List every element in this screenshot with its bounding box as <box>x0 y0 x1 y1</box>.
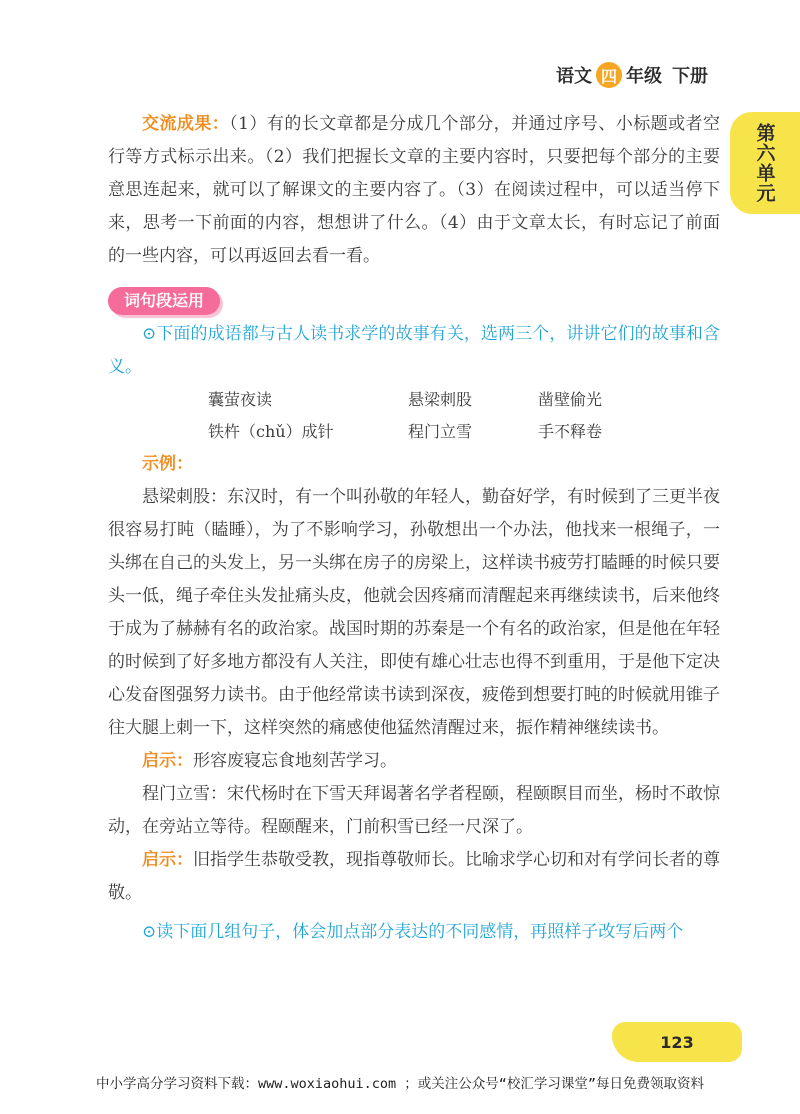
insight1-paragraph <box>108 745 720 778</box>
exchange-text: （1）有的长文章都是分成几个部分，并通过序号、小标题或者空行等方式标示出来。（2）我们把握长文章的主要内容时，只要把每个部分的主要意思连起来，就可以了解课文的主要内容了。（3）在阅读过程中，可以适当停下来，思考一下前面的内容，想想讲了什么。（4）由于文章太长，有时忘记了前面的一些内容，可以再返回去看一看。 <box>108 114 720 266</box>
idiom-item: 悬梁刺股 <box>408 390 473 409</box>
insight2-paragraph <box>108 844 720 910</box>
page-number: 123 <box>612 1022 742 1062</box>
idiom-grid <box>208 384 720 448</box>
section-title: 词句段运用 <box>108 287 220 315</box>
unit-tab-label: 第六单元 <box>753 123 776 203</box>
task2-instruction: ⊙读下面几组句子，体会加点部分表达的不同感情，再照样子改写后两个 <box>142 922 684 942</box>
volume-label: 下册 <box>672 66 708 87</box>
footer-note: 中小学高分学习资料下载：www.woxiaohui.com ；或关注公众号“校汇学习课堂”每日免费领取资料 <box>95 1076 705 1092</box>
page-content <box>108 108 720 949</box>
insight1-text: 形容废寝忘食地刻苦学习。 <box>193 751 397 771</box>
grade-badge: 四 <box>596 62 622 88</box>
insight2-label: 启示： <box>142 850 193 870</box>
task1-instruction: ⊙下面的成语都与古人读书求学的故事有关，选两三个，讲讲它们的故事和含义。 <box>108 324 720 377</box>
idiom-item: 凿壁偷光 <box>538 390 603 409</box>
example2-paragraph: 程门立雪：宋代杨时在下雪天拜谒著名学者程颐，程颐瞑目而坐，杨时不敢惊动，在旁站立等待。程颐醒来，门前积雪已经一尺深了。 <box>108 784 720 837</box>
idiom-item: 铁杵（chǔ）成针 <box>208 422 334 441</box>
grade-label: 年级 <box>626 66 662 87</box>
insight2-text: 旧指学生恭敬受教，现指尊敬师长。比喻求学心切和对有学问长者的尊敬。 <box>108 850 720 903</box>
idiom-item: 程门立雪 <box>408 422 473 441</box>
exchange-paragraph <box>108 108 720 273</box>
example-label: 示例： <box>142 454 193 474</box>
subject-label: 语文 <box>556 66 592 87</box>
idiom-item: 囊萤夜读 <box>208 390 273 409</box>
idiom-item: 手不释卷 <box>538 422 603 441</box>
insight1-label: 启示： <box>142 751 193 771</box>
exchange-label: 交流成果： <box>142 114 230 134</box>
example1-paragraph: 悬梁刺股：东汉时，有一个叫孙敬的年轻人，勤奋好学，有时候到了三更半夜很容易打盹（瞌睡），为了不影响学习，孙敬想出一个办法，他找来一根绳子，一头绑在自己的头发上，另一头绑在房子的房梁上，这样读书疲劳打瞌睡的时候只要头一低，绳子牵住头发扯痛头皮，他就会因疼痛而清醒起来再继续读书，后来他终于成为了赫赫有名的政治家。战国时期的苏秦是一个有名的政治家，但是他在年轻的时候到了好多地方都没有人关注，即使有雄心壮志也得不到重用，于是他下定决心发奋图强努力读书。由于他经常读书读到深夜，疲倦到想要打盹的时候就用锥子往大腿上刺一下，这样突然的痛感使他猛然清醒过来，振作精神继续读书。 <box>108 487 720 738</box>
unit-tab <box>730 112 800 214</box>
page-header <box>556 62 708 88</box>
example-label-line <box>108 448 720 481</box>
